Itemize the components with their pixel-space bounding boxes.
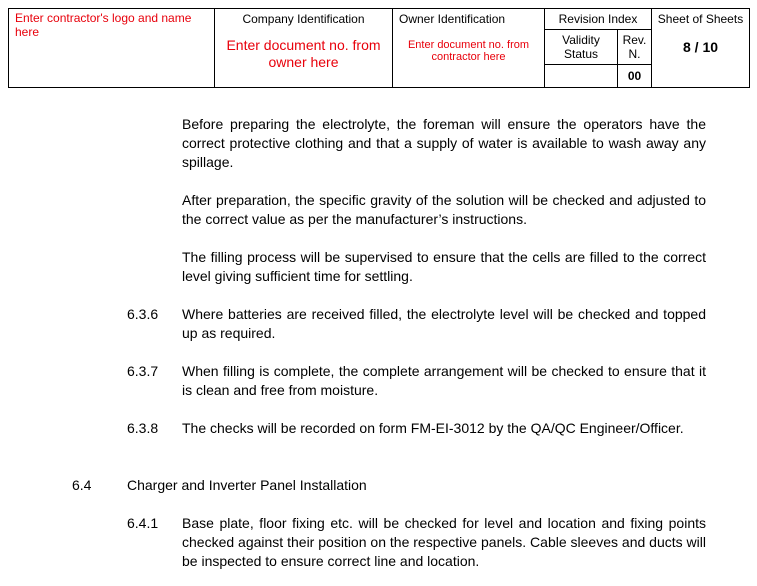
paragraph-electrolyte-preparation: Before preparing the electrolyte, the foreman will ensure the operators have the correct protective clothing and that a supply of water is available to wash away any spillage. xyxy=(182,116,706,170)
company-document-number: Enter document no. from owner here xyxy=(226,37,381,70)
subitem-text: Base plate, floor fixing etc. will be checked for level and location and fixing points checked against their position on the respective panels. Cable sleeves and ducts will be inspected to ensure correct line and location. xyxy=(182,515,706,569)
subitem-number: 6.4.1 xyxy=(127,515,159,531)
sheet-cell xyxy=(652,9,750,88)
item-number: 6.3.8 xyxy=(127,420,159,436)
owner-identification-cell xyxy=(393,9,545,88)
revision-index-label: Revision Index xyxy=(545,9,652,30)
company-identification-label: Company Identification xyxy=(242,12,365,26)
item-number: 6.3.7 xyxy=(127,363,159,379)
company-identification-cell xyxy=(215,9,393,88)
sheet-number: 8 / 10 xyxy=(682,39,719,55)
owner-document-number: Enter document no. from contractor here xyxy=(407,39,530,63)
item-number: 6.3.6 xyxy=(127,306,159,322)
paragraph-specific-gravity: After preparation, the specific gravity of the solution will be checked and adjusted to the correct value as per the manufacturer’s instructions. xyxy=(182,192,706,227)
validity-status-value xyxy=(545,65,618,88)
contractor-logo-text: Enter contractor's logo and name here xyxy=(15,11,192,39)
validity-status-label: Validity Status xyxy=(545,30,618,65)
owner-identification-label: Owner Identification xyxy=(399,12,506,26)
rev-number-value: 00 xyxy=(618,65,652,88)
section-title: Charger and Inverter Panel Installation xyxy=(127,477,367,493)
sheet-of-sheets-label: Sheet of Sheets xyxy=(657,12,744,26)
item-text: When filling is complete, the complete arrangement will be checked to ensure that it is clean and free from moisture. xyxy=(182,363,706,398)
item-text: Where batteries are received filled, the electrolyte level will be checked and topped up as required. xyxy=(182,306,706,341)
section-number: 6.4 xyxy=(72,477,92,493)
item-text: The checks will be recorded on form FM-EI-3012 by the QA/QC Engineer/Officer. xyxy=(182,420,684,436)
paragraph-filling-process: The filling process will be supervised to ensure that the cells are filled to the correct level giving sufficient time for settling. xyxy=(182,249,706,284)
rev-number-label: Rev. N. xyxy=(618,30,652,65)
contractor-logo-placeholder xyxy=(9,9,215,88)
document-header-table xyxy=(8,8,750,88)
